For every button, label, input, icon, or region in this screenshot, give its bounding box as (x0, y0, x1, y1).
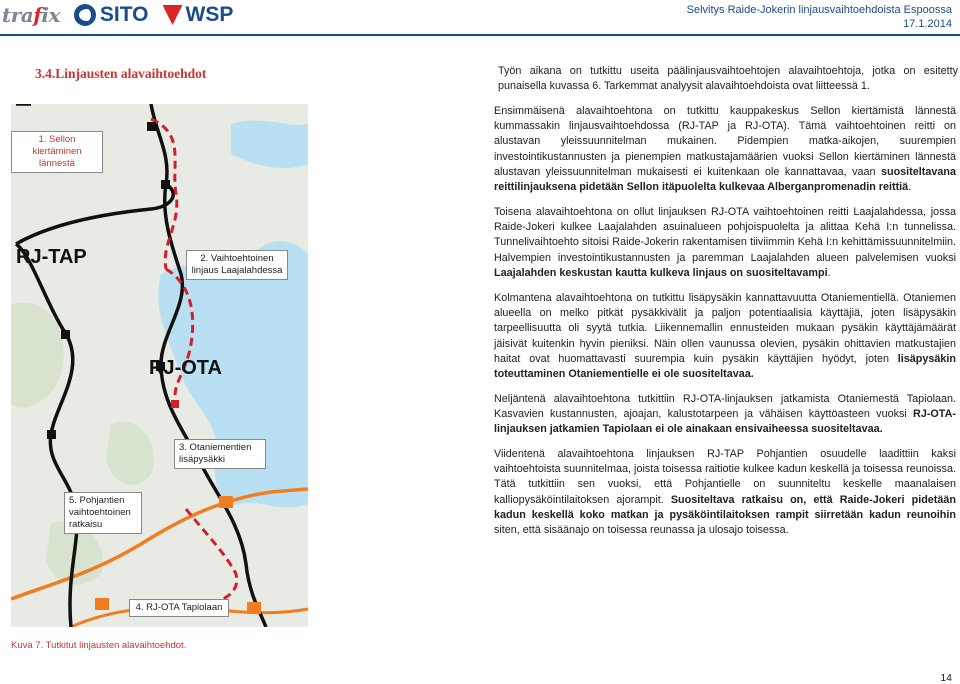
stop-marker (47, 430, 56, 439)
text-run: . (908, 181, 912, 194)
metro-station-marker (219, 496, 233, 508)
connector-route (16, 184, 173, 244)
rj-ota-label: RJ-OTA (149, 357, 222, 379)
text-run: siten, että sisäänajo on toisessa reunassa ja ulosajo toisessa. (494, 524, 789, 537)
trafix-logo: trafix (2, 3, 60, 27)
document-date: 17.1.2014 (903, 18, 952, 30)
map-label-alt3: 3. Otaniementien lisäpysäkki (174, 439, 266, 469)
document-title: Selvitys Raide-Jokerin linjausvaihtoehdoista Espoossa (686, 4, 952, 16)
paragraph-5 (494, 447, 956, 538)
map-label-alt4: 4. RJ-OTA Tapiolaan (129, 599, 229, 617)
stop-marker (161, 180, 170, 189)
park-area (106, 422, 154, 485)
sito-logo: SITO (74, 3, 149, 27)
stop-marker (171, 400, 179, 408)
stop-marker (147, 122, 156, 131)
page-number: 14 (940, 672, 952, 684)
alternative-route-dashed (186, 509, 237, 607)
map-label-alt1: 1. Sellon kiertäminen lännestä (11, 131, 103, 173)
text-run: Ensimmäisenä alavaihtoehtona on tutkittu kauppakeskus Sellon kiertämistä lännestä kummassakin linjausvaihtoehdossa (RJ-TAP ja RJ-OTA). Tämä vaihtoehtoinen reitti on alustavan yleissuunnitelman mukainen. Pidempien matka-aikojen, suurempien investointikustannusten ja pienempien matkustajamäärien vuoksi Sellon kiertäminen lännestä alustavan yleissuunnitelman mukaisesti ei kuitenkaan ole kannattavaa, vaan (494, 105, 956, 178)
water-area (231, 120, 308, 168)
text-run: Kolmantena alavaihtoehtona on tutkittu lisäpysäkin kannattavuutta Otaniementiellä. Otaniemen alueella on melko pitkät pysäkkivälit ja paljon potentiaalisia käyttäjiä, joten lisäpysäkin tarpeellisuutta oli syytä tutkia. Liikennemallin ennusteiden mukaan pysäkin käyttäjämäärät jäisivät kuitenkin hyvin pieniksi. Näin ollen vaunussa olevien, pysäkin ohittavien matkustajien haitat ovat huomattavasti suurempia kuin pysäkin käyttäjien hyödyt, joten (494, 292, 956, 365)
header-divider (0, 34, 960, 36)
wsp-logo-mark-icon (163, 5, 183, 25)
metro-station-marker (95, 598, 109, 610)
map-label-alt2: 2. Vaihtoehtoinen linjaus Laajalahdessa (186, 250, 288, 280)
wsp-logo: WSP (163, 3, 234, 27)
header-logos (2, 0, 233, 30)
sito-logo-mark-icon (74, 4, 96, 26)
section-intro: Työn aikana on tutkittu useita päälinjausvaihtoehtojen alavaihtoehtoja, jotka on esitetty punaisella kuvassa 6. Tarkemmat analyysit alavaihtoehdoista ovat liitteessä 1. (498, 65, 958, 93)
text-run: . (827, 266, 831, 279)
rj-tap-label: RJ-TAP (16, 246, 87, 268)
bold-text-run: suositeltavana reittilinjauksena pidetään Sellon itäpuolelta kulkevaa Alberganpromenadin reittiä (494, 165, 956, 194)
bold-text-run: Suositeltava ratkaisu on, että Raide-Jokeri pidetään kadun keskellä koko matkan ja pysäköintilaitoksen rampit siirretään kadun reunoihin (494, 493, 957, 521)
text-run: Toisena alavaihtoehtona on ollut linjauksen RJ-OTA vaihtoehtoinen reitti Laajalahdessa, jossa Raide-Jokeri kulkee Laajalahden asuinalueen pohjoispuolelta ja alittaa Kehä I:n tunnelissa. Tunnelivaihtoehto sitoisi Raide-Jokerin rakentamisen tiiviimmin Kehä I:n kehittämissuunnitelmiin. Halvempien investointikustannusten ja paremman Laajalahden alueen palvelemisen vuoksi (494, 206, 956, 264)
text-run: Neljäntenä alavaihtoehtona tutkittiin RJ-OTA-linjauksen jatkamista Otaniemestä Tapiolaan. Kasvavien kustannusten, ajoajan, kalustotarpeen ja vähäisen käyttöasteen vuoksi (494, 393, 956, 421)
paragraph-3 (494, 291, 956, 382)
stop-marker (61, 330, 70, 339)
bold-text-run: Laajalahden keskustan kautta kulkeva linjaus on suositeltavampi (494, 266, 828, 279)
paragraph-2 (494, 205, 956, 281)
text-run: Viidentenä alavaihtoehtona linjauksen RJ-TAP Pohjantien osuudelle laadittiin kaksi vaihtoehtoista suunnitelmaa, joista toisessa raitiotie kulkee kadun keskellä ja toisessa reunoissa. Tätä tutkittiin sen vuoksi, että Pohjantielle on suunniteltu keskelle maanalaisen kalliopysäköintilaitoksen ajorampit. (494, 448, 956, 506)
route-alternatives-map (11, 104, 308, 627)
paragraph-1 (494, 104, 956, 195)
paragraph-4 (494, 392, 956, 438)
map-label-alt5: 5. Pohjantien vaihtoehtoinen ratkaisu (64, 492, 142, 534)
bold-text-run: lisäpysäkin toteuttaminen Otaniementielle ei ole suositeltavaa. (494, 352, 956, 381)
bold-text-run: RJ-OTA-linjauksen jatkamien Tapiolaan ei ole ainakaan ensivaiheessa suositeltavaa. (494, 408, 956, 436)
section-heading: 3.4.Linjausten alavaihtoehdot (35, 66, 207, 81)
figure-caption: Kuva 7. Tutkitut linjausten alavaihtoehdot. (11, 640, 187, 651)
metro-station-marker (247, 602, 261, 614)
header-info (687, 3, 952, 31)
